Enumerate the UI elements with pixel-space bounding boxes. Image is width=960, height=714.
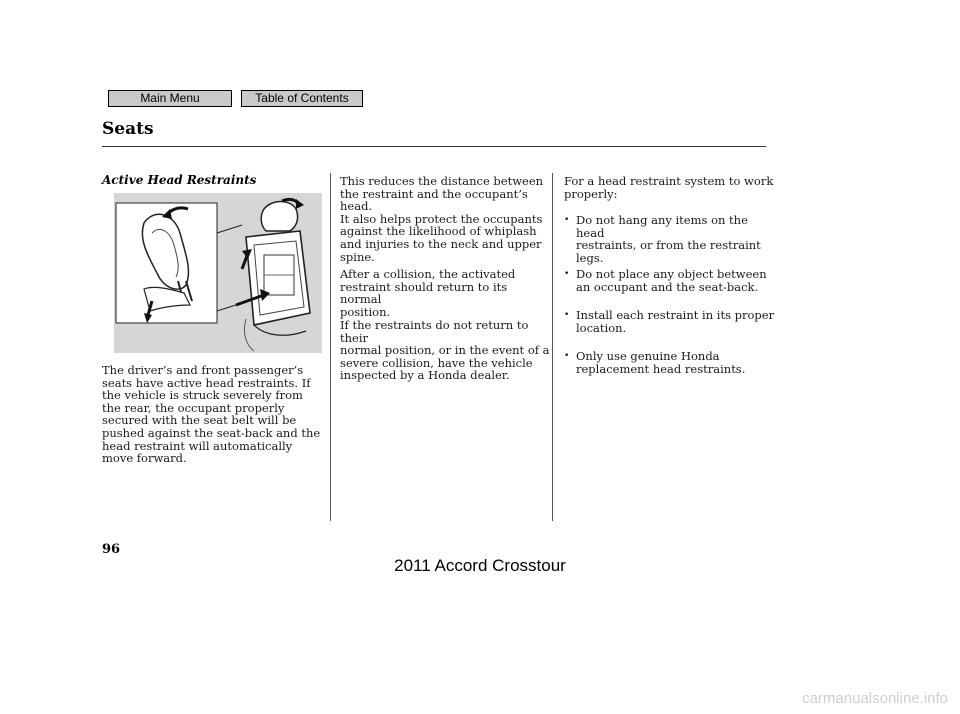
left-column-paragraph: The driver’s and front passenger’s seats have active head restraints. If the vehicle is struck severely from the rear, the occupant properly secured with the seat belt will be pushed against the seat-back and the head restraint will automatically move forward. [102, 363, 321, 466]
bullet-text: Only use genuine Honda replacement head restraints. [576, 349, 746, 376]
section-subheading: Active Head Restraints [102, 173, 257, 187]
bullet-icon: • [564, 269, 570, 279]
column-divider-right [552, 173, 553, 521]
main-menu-button[interactable]: Main Menu [108, 90, 232, 107]
bullet-icon: • [564, 351, 570, 361]
footer-model-link[interactable]: 2011 Accord Crosstour [394, 556, 566, 575]
right-column-intro: For a head restraint system to work properly: [564, 174, 774, 201]
bullet-icon: • [564, 310, 570, 320]
watermark: carmanualsonline.info [802, 690, 948, 707]
table-of-contents-button[interactable]: Table of Contents [241, 90, 363, 107]
bullet-text: Do not hang any items on the head restraints, or from the restraint legs. [576, 213, 761, 265]
column-divider-left [330, 173, 331, 521]
head-restraint-figure [114, 193, 322, 353]
title-divider [102, 146, 766, 147]
middle-column-paragraph: If the restraints do not return to their normal position, or in the event of a severe collision, have the vehicle inspected by a Honda dealer. [340, 318, 550, 383]
page-title: Seats [102, 119, 154, 139]
bullet-icon: • [564, 215, 570, 225]
bullet-text: Do not place any object between an occupant and the seat-back. [576, 267, 767, 294]
page-number: 96 [102, 542, 121, 557]
middle-column-paragraph: After a collision, the activated restraint should return to its normal position. [340, 267, 516, 319]
bullet-text: Install each restraint in its proper location. [576, 308, 775, 335]
active-head-restraint-illustration [114, 193, 322, 353]
middle-column-paragraph: This reduces the distance between the restraint and the occupant’s head. It also helps protect the occupants against the likelihood of whiplash and injuries to the neck and upper spine. [340, 174, 544, 264]
